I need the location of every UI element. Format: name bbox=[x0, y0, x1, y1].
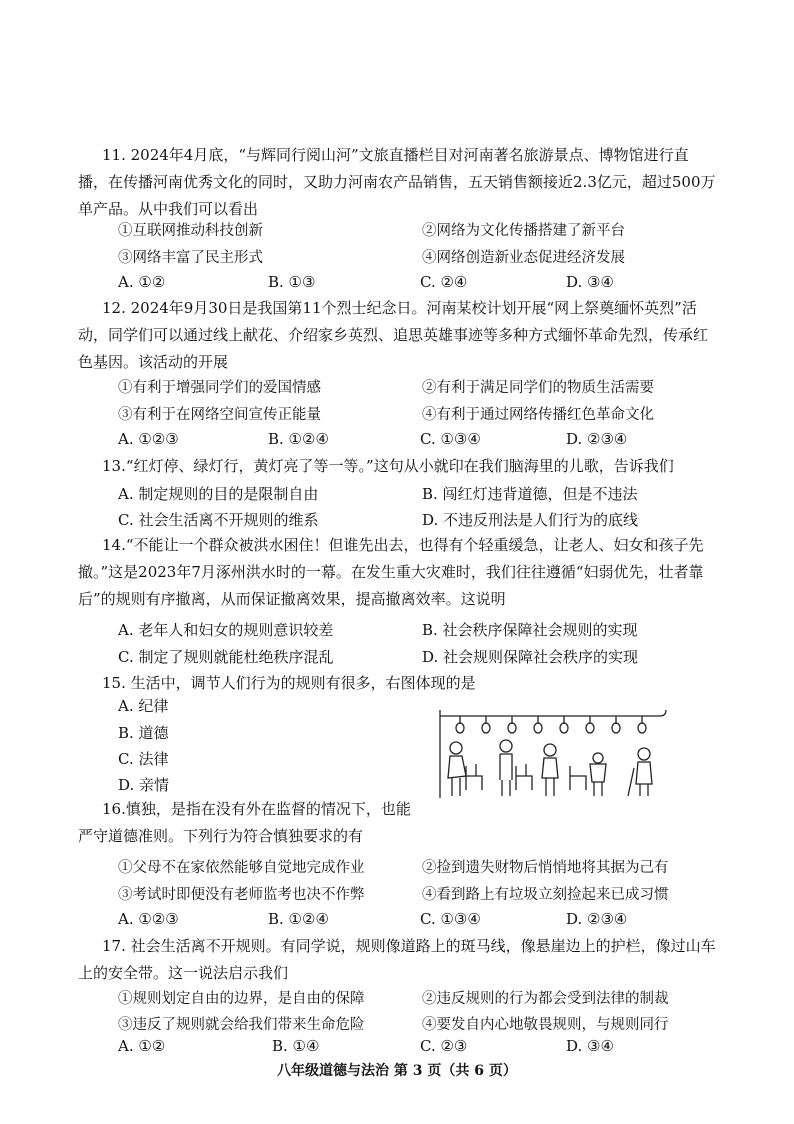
q16-choice-a[interactable]: A. ①②③ bbox=[118, 910, 179, 928]
hand-strap-icon bbox=[456, 716, 646, 733]
q13-choice-d[interactable]: D. 不违反刑法是人们行为的底线 bbox=[422, 511, 639, 529]
q17-choice-a[interactable]: A. ①② bbox=[118, 1037, 166, 1055]
q17-statement-1: ①规则划定自由的边界，是自由的保障 bbox=[118, 991, 365, 1007]
q12-choice-b[interactable]: B. ①②④ bbox=[268, 430, 329, 448]
bus-seat-illustration bbox=[438, 706, 668, 802]
q17-choice-d[interactable]: D. ③④ bbox=[566, 1037, 614, 1055]
q14-choice-b[interactable]: B. 社会秩序保障社会规则的实现 bbox=[422, 621, 638, 639]
page-footer: 八年级道德与法治 第 3 页（共 6 页） bbox=[277, 1063, 517, 1079]
q17-statement-2: ②违反规则的行为都会受到法律的制裁 bbox=[422, 991, 669, 1007]
q17-statement-4: ④要发自内心地敬畏规则，与规则同行 bbox=[422, 1017, 669, 1033]
question-16-text: 16.慎独，是指在没有外在监督的情况下，也能严守道德准则。下列行为符合慎独要求的有 bbox=[78, 800, 411, 845]
q14-choice-c[interactable]: C. 制定了规则就能杜绝秩序混乱 bbox=[118, 648, 334, 666]
q17-statement-3: ③违反了规则就会给我们带来生命危险 bbox=[118, 1017, 365, 1033]
q16-statement-4: ④看到路上有垃圾立刻捡起来已成习惯 bbox=[422, 887, 669, 903]
q15-choice-a[interactable]: A. 纪律 bbox=[118, 697, 169, 715]
q16-choice-d[interactable]: D. ②③④ bbox=[566, 910, 628, 928]
q12-statement-1: ①有利于增强同学们的爱国情感 bbox=[118, 380, 321, 396]
q11-choice-d[interactable]: D. ③④ bbox=[566, 273, 614, 291]
passenger-icon bbox=[448, 740, 652, 796]
q13-choice-a[interactable]: A. 制定规则的目的是限制自由 bbox=[118, 485, 319, 503]
q12-choice-d[interactable]: D. ②③④ bbox=[566, 430, 628, 448]
q15-choice-d[interactable]: D. 亲情 bbox=[118, 776, 170, 794]
q11-statement-2: ②网络为文化传播搭建了新平台 bbox=[422, 223, 625, 239]
seat-icon bbox=[466, 764, 586, 790]
q16-statement-2: ②捡到遗失财物后悄悄地将其据为己有 bbox=[422, 860, 669, 876]
q12-statement-3: ③有利于在网络空间宣传正能量 bbox=[118, 407, 321, 423]
question-11-text: 11. 2024年4月底，“与辉同行阅山河”文旅直播栏目对河南著名旅游景点、博物馆进行直播，在传播河南优秀文化的同时，又助力河南农产品销售，五天销售额接近2.3亿元，超过500万单产品。从中我们可以看出 bbox=[78, 146, 716, 218]
q13-choice-c[interactable]: C. 社会生活离不开规则的维系 bbox=[118, 511, 319, 529]
q11-choice-a[interactable]: A. ①② bbox=[118, 273, 166, 291]
q11-statement-4: ④网络创造新业态促进经济发展 bbox=[422, 250, 625, 266]
question-12-text: 12. 2024年9月30日是我国第11个烈士纪念日。河南某校计划开展“网上祭奠缅怀英烈”活动，同学们可以通过线上献花、介绍家乡英烈、追思英雄事迹等多种方式缅怀革命先烈，传承红色基因。该活动的开展 bbox=[78, 299, 709, 371]
q11-statement-1: ①互联网推动科技创新 bbox=[118, 223, 263, 239]
q13-choice-b[interactable]: B. 闯红灯违背道德，但是不违法 bbox=[422, 485, 638, 503]
q14-choice-d[interactable]: D. 社会规则保障社会秩序的实现 bbox=[422, 648, 639, 666]
q16-statement-1: ①父母不在家依然能够自觉地完成作业 bbox=[118, 860, 365, 876]
q16-choice-c[interactable]: C. ①③④ bbox=[420, 910, 481, 928]
q15-choice-c[interactable]: C. 法律 bbox=[118, 750, 169, 768]
q12-statement-2: ②有利于满足同学们的物质生活需要 bbox=[422, 380, 654, 396]
q16-choice-b[interactable]: B. ①②④ bbox=[268, 910, 329, 928]
q12-choice-a[interactable]: A. ①②③ bbox=[118, 430, 179, 448]
q12-statement-4: ④有利于通过网络传播红色革命文化 bbox=[422, 407, 654, 423]
question-15-text: 15. 生活中，调节人们行为的规则有很多，右图体现的是 bbox=[102, 674, 476, 692]
q11-statement-3: ③网络丰富了民主形式 bbox=[118, 250, 263, 266]
q17-choice-b[interactable]: B. ①④ bbox=[272, 1037, 320, 1055]
question-13-text: 13.“红灯停、绿灯行，黄灯亮了等一等。”这句从小就印在我们脑海里的儿歌，告诉我们 bbox=[102, 457, 674, 475]
question-17-text: 17. 社会生活离不开规则。有同学说，规则像道路上的斑马线，像悬崖边上的护栏，像过山车上的安全带。这一说法启示我们 bbox=[78, 937, 716, 982]
q11-choice-c[interactable]: C. ②④ bbox=[420, 273, 468, 291]
q17-choice-c[interactable]: C. ②③ bbox=[420, 1037, 468, 1055]
q14-choice-a[interactable]: A. 老年人和妇女的规则意识较差 bbox=[118, 621, 334, 639]
q11-choice-b[interactable]: B. ①③ bbox=[268, 273, 316, 291]
question-14-text: 14.“不能让一个群众被洪水困住！但谁先出去，也得有个轻重缓急，让老人、妇女和孩子先撤。”这是2023年7月涿州洪水时的一幕。在发生重大灾难时，我们往往遵循“妇弱优先，壮者靠后”的规则有序撤离，从而保证撤离效果，提高撤离效率。这说明 bbox=[78, 536, 704, 608]
q12-choice-c[interactable]: C. ①③④ bbox=[420, 430, 481, 448]
q16-statement-3: ③考试时即便没有老师监考也决不作弊 bbox=[118, 887, 365, 903]
q15-choice-b[interactable]: B. 道德 bbox=[118, 724, 169, 742]
